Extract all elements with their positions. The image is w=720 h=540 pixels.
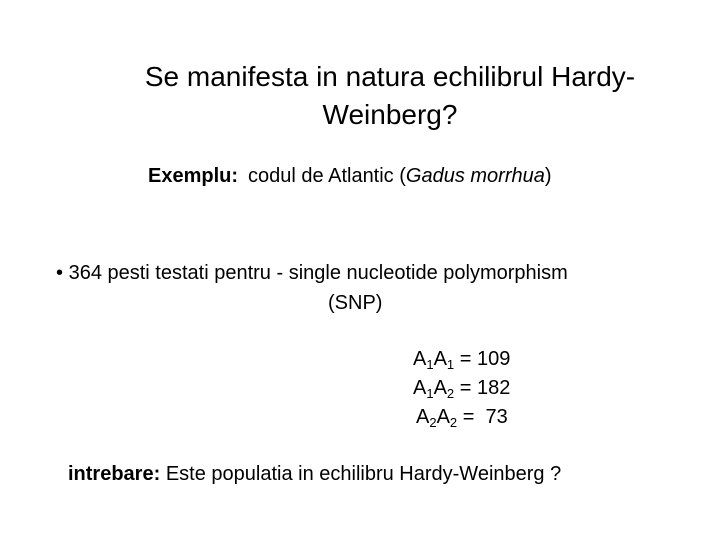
slide-title — [60, 58, 720, 134]
example-close: ) — [544, 165, 552, 187]
genotype-a2a2-value: = 73 — [457, 406, 508, 428]
genotype-a1a2: $A_1A_2 = 182$ — [413, 377, 511, 401]
bullet-text: 364 pesti testati pentru - single nucleotide polymorphism — [68, 262, 568, 284]
title-line-1: Se manifesta in natura echilibrul Hardy- — [144, 61, 636, 92]
genotype-a1a1-value: = 109 — [454, 348, 511, 370]
genotype-a1a1: $A_1A_1 = 109$ — [413, 348, 511, 372]
example-line — [148, 162, 552, 190]
bullet-continuation: (SNP) — [328, 292, 383, 314]
example-label: Exemplu: — [148, 165, 239, 187]
question-line — [68, 460, 561, 488]
genotype-a1a2-value: = 182 — [454, 377, 511, 399]
example-text: codul de Atlantic ( — [248, 165, 406, 187]
bullet-item — [56, 259, 568, 287]
question-text: Este populatia in echilibru Hardy-Weinberg ? — [165, 463, 562, 485]
title-line-2: Weinberg? — [322, 99, 458, 130]
question-label: intrebare: — [68, 463, 161, 485]
species-name: Gadus morrhua — [405, 165, 545, 187]
genotype-a2a2: $A_2A_2 = 73$ — [416, 406, 508, 430]
bullet-marker: • — [56, 262, 64, 284]
